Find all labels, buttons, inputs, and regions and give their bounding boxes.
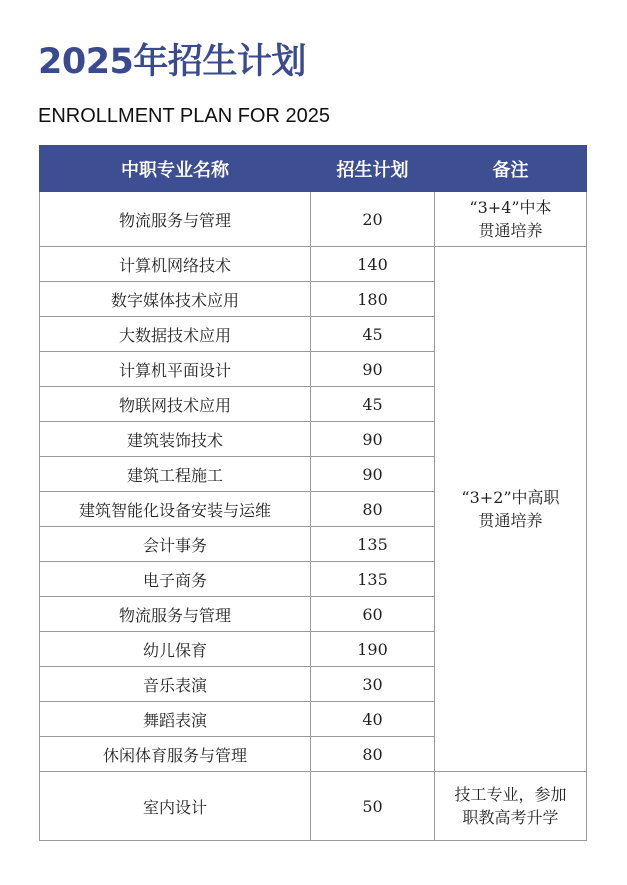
page-subtitle: ENROLLMENT PLAN FOR 2025 <box>38 105 330 127</box>
plan-count: 45 <box>311 317 435 352</box>
plan-count: 80 <box>311 737 435 772</box>
major-name: 休闲体育服务与管理 <box>40 737 311 772</box>
table-row <box>40 247 587 282</box>
table-row <box>40 192 587 247</box>
note-cell <box>435 247 587 772</box>
note-cell <box>435 772 587 841</box>
major-name: 物流服务与管理 <box>40 597 311 632</box>
plan-count: 90 <box>311 352 435 387</box>
page-title: 2025年招生计划 <box>38 42 306 82</box>
plan-count: 60 <box>311 597 435 632</box>
major-name: 电子商务 <box>40 562 311 597</box>
note-line: “3+4”中本 <box>469 198 552 217</box>
table-row <box>40 772 587 841</box>
major-name: 物流服务与管理 <box>40 192 311 247</box>
plan-count: 90 <box>311 457 435 492</box>
major-name: 数字媒体技术应用 <box>40 282 311 317</box>
plan-count: 135 <box>311 562 435 597</box>
major-name: 计算机平面设计 <box>40 352 311 387</box>
major-name: 舞蹈表演 <box>40 702 311 737</box>
plan-count: 50 <box>311 772 435 841</box>
major-name: 大数据技术应用 <box>40 317 311 352</box>
column-header-plan: 招生计划 <box>311 146 435 192</box>
plan-count: 140 <box>311 247 435 282</box>
major-name: 室内设计 <box>40 772 311 841</box>
plan-count: 45 <box>311 387 435 422</box>
major-name: 建筑智能化设备安装与运维 <box>40 492 311 527</box>
note-line: 贯通培养 <box>478 221 543 240</box>
enrollment-table <box>39 145 587 841</box>
note-line: 职教高考升学 <box>462 808 559 827</box>
major-name: 建筑工程施工 <box>40 457 311 492</box>
plan-count: 30 <box>311 667 435 702</box>
major-name: 建筑装饰技术 <box>40 422 311 457</box>
note-cell <box>435 192 587 247</box>
major-name: 幼儿保育 <box>40 632 311 667</box>
plan-count: 80 <box>311 492 435 527</box>
note-line: 贯通培养 <box>478 511 543 530</box>
plan-count: 40 <box>311 702 435 737</box>
major-name: 计算机网络技术 <box>40 247 311 282</box>
major-name: 音乐表演 <box>40 667 311 702</box>
table-header-row <box>40 146 587 192</box>
major-name: 会计事务 <box>40 527 311 562</box>
column-header-note: 备注 <box>435 146 587 192</box>
column-header-major: 中职专业名称 <box>40 146 311 192</box>
plan-count: 180 <box>311 282 435 317</box>
plan-count: 190 <box>311 632 435 667</box>
plan-count: 90 <box>311 422 435 457</box>
major-name: 物联网技术应用 <box>40 387 311 422</box>
plan-count: 135 <box>311 527 435 562</box>
note-line: “3+2”中高职 <box>461 488 560 507</box>
note-line: 技工专业，参加 <box>454 785 567 804</box>
plan-count: 20 <box>311 192 435 247</box>
